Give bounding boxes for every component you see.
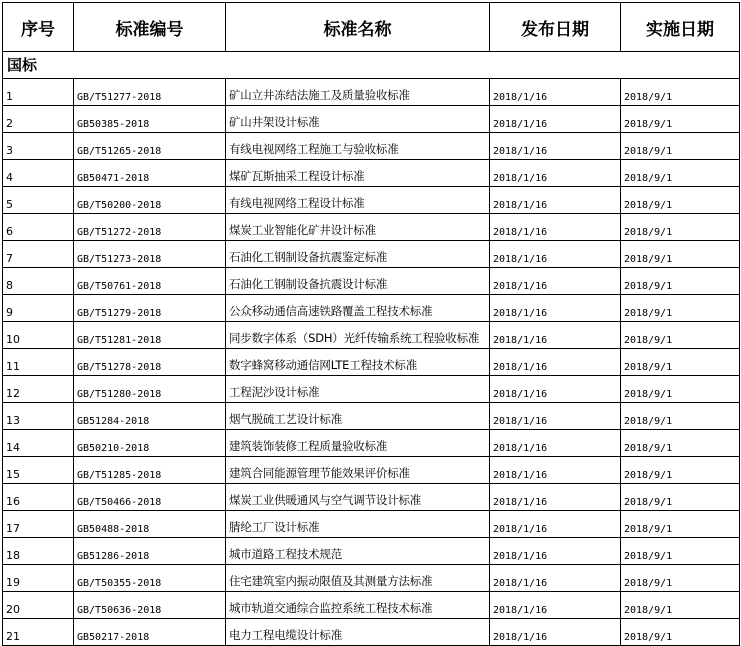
cell-name: 煤炭工业供暖通风与空气调节设计标准 xyxy=(226,484,490,511)
cell-name: 石油化工钢制设备抗震设计标准 xyxy=(226,268,490,295)
cell-publish-date: 2018/1/16 xyxy=(490,565,621,592)
cell-code: GB50210-2018 xyxy=(74,430,226,457)
header-seq: 序号 xyxy=(3,3,74,52)
cell-implement-date: 2018/9/1 xyxy=(621,457,740,484)
standards-table xyxy=(2,2,740,646)
cell-seq: 15 xyxy=(3,457,74,484)
cell-name: 石油化工钢制设备抗震鉴定标准 xyxy=(226,241,490,268)
table-row xyxy=(3,538,740,565)
cell-implement-date: 2018/9/1 xyxy=(621,133,740,160)
cell-seq: 20 xyxy=(3,592,74,619)
table-row xyxy=(3,133,740,160)
cell-publish-date: 2018/1/16 xyxy=(490,79,621,106)
cell-code: GB/T51279-2018 xyxy=(74,295,226,322)
cell-code: GB/T50200-2018 xyxy=(74,187,226,214)
cell-seq: 18 xyxy=(3,538,74,565)
table-row xyxy=(3,214,740,241)
header-name: 标准名称 xyxy=(226,3,490,52)
table-row xyxy=(3,241,740,268)
cell-code: GB/T50636-2018 xyxy=(74,592,226,619)
cell-implement-date: 2018/9/1 xyxy=(621,295,740,322)
cell-implement-date: 2018/9/1 xyxy=(621,160,740,187)
cell-seq: 14 xyxy=(3,430,74,457)
cell-name: 城市道路工程技术规范 xyxy=(226,538,490,565)
header-publish-date: 发布日期 xyxy=(490,3,621,52)
cell-implement-date: 2018/9/1 xyxy=(621,187,740,214)
cell-code: GB/T50355-2018 xyxy=(74,565,226,592)
table-row xyxy=(3,322,740,349)
cell-publish-date: 2018/1/16 xyxy=(490,322,621,349)
section-title: 国标 xyxy=(3,52,740,79)
cell-publish-date: 2018/1/16 xyxy=(490,106,621,133)
cell-code: GB50217-2018 xyxy=(74,619,226,646)
cell-name: 建筑合同能源管理节能效果评价标准 xyxy=(226,457,490,484)
cell-seq: 4 xyxy=(3,160,74,187)
table-row xyxy=(3,268,740,295)
cell-seq: 5 xyxy=(3,187,74,214)
cell-implement-date: 2018/9/1 xyxy=(621,592,740,619)
cell-implement-date: 2018/9/1 xyxy=(621,268,740,295)
cell-implement-date: 2018/9/1 xyxy=(621,403,740,430)
cell-code: GB50385-2018 xyxy=(74,106,226,133)
cell-implement-date: 2018/9/1 xyxy=(621,538,740,565)
cell-seq: 21 xyxy=(3,619,74,646)
cell-publish-date: 2018/1/16 xyxy=(490,592,621,619)
cell-implement-date: 2018/9/1 xyxy=(621,619,740,646)
cell-code: GB/T51285-2018 xyxy=(74,457,226,484)
cell-publish-date: 2018/1/16 xyxy=(490,511,621,538)
cell-name: 电力工程电缆设计标准 xyxy=(226,619,490,646)
cell-publish-date: 2018/1/16 xyxy=(490,133,621,160)
table-row xyxy=(3,619,740,646)
table-row xyxy=(3,349,740,376)
table-row xyxy=(3,295,740,322)
cell-implement-date: 2018/9/1 xyxy=(621,214,740,241)
cell-publish-date: 2018/1/16 xyxy=(490,214,621,241)
cell-publish-date: 2018/1/16 xyxy=(490,241,621,268)
cell-implement-date: 2018/9/1 xyxy=(621,484,740,511)
cell-implement-date: 2018/9/1 xyxy=(621,79,740,106)
cell-seq: 7 xyxy=(3,241,74,268)
header-implement-date: 实施日期 xyxy=(621,3,740,52)
cell-implement-date: 2018/9/1 xyxy=(621,565,740,592)
header-code: 标准编号 xyxy=(74,3,226,52)
cell-publish-date: 2018/1/16 xyxy=(490,457,621,484)
cell-implement-date: 2018/9/1 xyxy=(621,430,740,457)
cell-code: GB/T50761-2018 xyxy=(74,268,226,295)
cell-publish-date: 2018/1/16 xyxy=(490,160,621,187)
cell-seq: 2 xyxy=(3,106,74,133)
section-row xyxy=(3,52,740,79)
cell-seq: 12 xyxy=(3,376,74,403)
cell-name: 有线电视网络工程设计标准 xyxy=(226,187,490,214)
cell-publish-date: 2018/1/16 xyxy=(490,403,621,430)
table-row xyxy=(3,511,740,538)
cell-name: 煤炭工业智能化矿井设计标准 xyxy=(226,214,490,241)
table-row xyxy=(3,592,740,619)
cell-seq: 16 xyxy=(3,484,74,511)
table-row xyxy=(3,187,740,214)
cell-code: GB50471-2018 xyxy=(74,160,226,187)
cell-seq: 13 xyxy=(3,403,74,430)
table-row xyxy=(3,457,740,484)
cell-name: 城市轨道交通综合监控系统工程技术标准 xyxy=(226,592,490,619)
cell-implement-date: 2018/9/1 xyxy=(621,349,740,376)
cell-publish-date: 2018/1/16 xyxy=(490,187,621,214)
cell-name: 同步数字体系（SDH）光纤传输系统工程验收标准 xyxy=(226,322,490,349)
table-row xyxy=(3,565,740,592)
cell-implement-date: 2018/9/1 xyxy=(621,106,740,133)
cell-implement-date: 2018/9/1 xyxy=(621,376,740,403)
cell-publish-date: 2018/1/16 xyxy=(490,484,621,511)
cell-code: GB/T51277-2018 xyxy=(74,79,226,106)
table-row xyxy=(3,403,740,430)
cell-seq: 8 xyxy=(3,268,74,295)
cell-name: 建筑装饰装修工程质量验收标准 xyxy=(226,430,490,457)
table-row xyxy=(3,79,740,106)
cell-code: GB/T51272-2018 xyxy=(74,214,226,241)
table-row xyxy=(3,160,740,187)
cell-name: 公众移动通信高速铁路覆盖工程技术标准 xyxy=(226,295,490,322)
cell-code: GB50488-2018 xyxy=(74,511,226,538)
cell-seq: 11 xyxy=(3,349,74,376)
cell-code: GB/T51281-2018 xyxy=(74,322,226,349)
cell-name: 矿山井架设计标准 xyxy=(226,106,490,133)
header-row xyxy=(3,3,740,52)
cell-name: 矿山立井冻结法施工及质量验收标准 xyxy=(226,79,490,106)
cell-seq: 1 xyxy=(3,79,74,106)
table-row xyxy=(3,484,740,511)
cell-code: GB51286-2018 xyxy=(74,538,226,565)
cell-seq: 10 xyxy=(3,322,74,349)
cell-name: 煤矿瓦斯抽采工程设计标准 xyxy=(226,160,490,187)
cell-name: 烟气脱硫工艺设计标准 xyxy=(226,403,490,430)
cell-code: GB/T51280-2018 xyxy=(74,376,226,403)
cell-publish-date: 2018/1/16 xyxy=(490,538,621,565)
cell-publish-date: 2018/1/16 xyxy=(490,430,621,457)
cell-seq: 6 xyxy=(3,214,74,241)
cell-publish-date: 2018/1/16 xyxy=(490,268,621,295)
cell-code: GB/T51265-2018 xyxy=(74,133,226,160)
cell-name: 数字蜂窝移动通信网LTE工程技术标准 xyxy=(226,349,490,376)
cell-seq: 3 xyxy=(3,133,74,160)
cell-seq: 17 xyxy=(3,511,74,538)
cell-implement-date: 2018/9/1 xyxy=(621,241,740,268)
table-row xyxy=(3,430,740,457)
cell-code: GB/T50466-2018 xyxy=(74,484,226,511)
cell-name: 腈纶工厂设计标准 xyxy=(226,511,490,538)
cell-name: 有线电视网络工程施工与验收标准 xyxy=(226,133,490,160)
table-row xyxy=(3,106,740,133)
cell-name: 工程泥沙设计标准 xyxy=(226,376,490,403)
cell-code: GB51284-2018 xyxy=(74,403,226,430)
cell-publish-date: 2018/1/16 xyxy=(490,619,621,646)
cell-implement-date: 2018/9/1 xyxy=(621,511,740,538)
cell-publish-date: 2018/1/16 xyxy=(490,295,621,322)
cell-publish-date: 2018/1/16 xyxy=(490,349,621,376)
cell-publish-date: 2018/1/16 xyxy=(490,376,621,403)
cell-code: GB/T51273-2018 xyxy=(74,241,226,268)
cell-seq: 9 xyxy=(3,295,74,322)
cell-name: 住宅建筑室内振动限值及其测量方法标准 xyxy=(226,565,490,592)
table-row xyxy=(3,376,740,403)
cell-code: GB/T51278-2018 xyxy=(74,349,226,376)
cell-implement-date: 2018/9/1 xyxy=(621,322,740,349)
cell-seq: 19 xyxy=(3,565,74,592)
